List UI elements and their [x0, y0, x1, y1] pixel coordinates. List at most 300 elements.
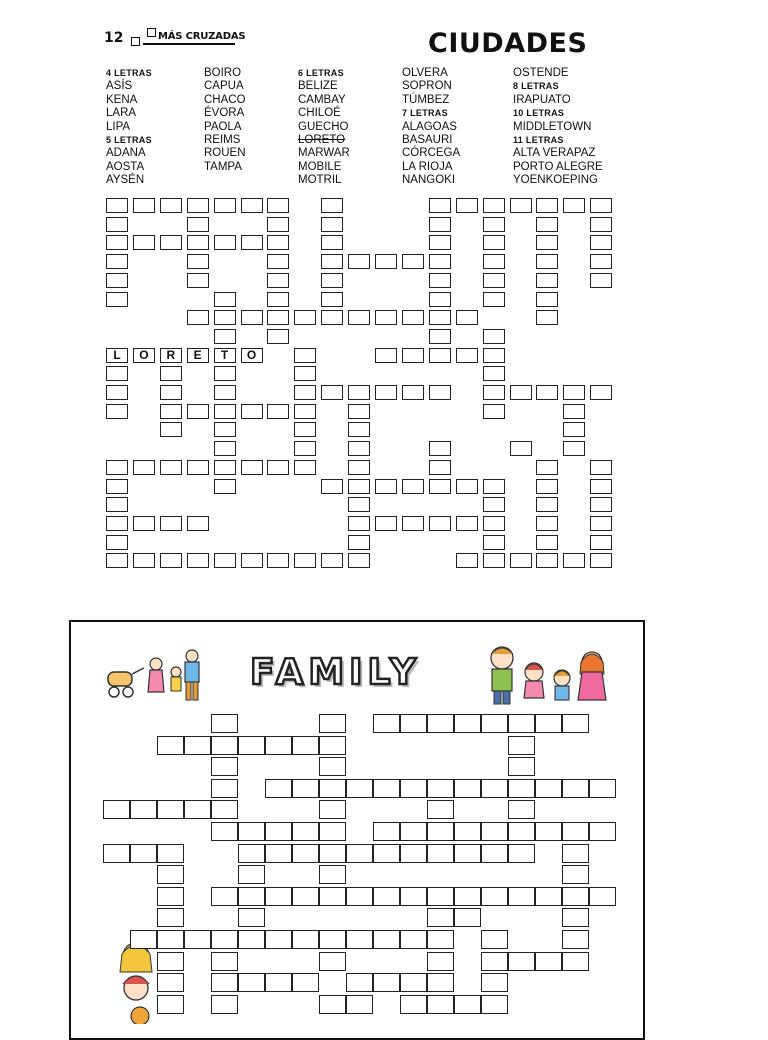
crossword-cell[interactable] [214, 329, 236, 344]
crossword-cell[interactable] [187, 310, 209, 325]
crossword-cell[interactable] [429, 254, 451, 269]
crossword-cell[interactable] [214, 235, 236, 250]
crossword-cell[interactable] [563, 553, 585, 568]
crossword-cell[interactable] [590, 553, 612, 568]
crossword-cell[interactable] [429, 516, 451, 531]
family-crossword-cell[interactable] [454, 887, 481, 906]
family-crossword-cell[interactable] [400, 887, 427, 906]
crossword-cell[interactable] [106, 198, 128, 213]
crossword-cell[interactable] [348, 479, 370, 494]
family-crossword-cell[interactable] [508, 736, 535, 755]
family-crossword-cell[interactable] [211, 973, 238, 992]
family-crossword-cell[interactable] [211, 779, 238, 798]
family-crossword-cell[interactable] [238, 887, 265, 906]
family-crossword-cell[interactable] [211, 822, 238, 841]
family-crossword-cell[interactable] [103, 800, 130, 819]
family-crossword-cell[interactable] [265, 887, 292, 906]
family-crossword-cell[interactable] [481, 779, 508, 798]
crossword-cell[interactable] [483, 404, 505, 419]
crossword-cell[interactable] [348, 385, 370, 400]
crossword-cell[interactable] [483, 366, 505, 381]
family-crossword-cell[interactable] [346, 995, 373, 1014]
family-crossword-cell[interactable] [427, 973, 454, 992]
crossword-cell[interactable] [106, 553, 128, 568]
crossword-cell[interactable] [456, 553, 478, 568]
family-crossword-cell[interactable] [481, 973, 508, 992]
crossword-cell[interactable] [536, 198, 558, 213]
crossword-cell[interactable] [267, 254, 289, 269]
crossword-cell[interactable] [267, 198, 289, 213]
crossword-cell[interactable] [160, 235, 182, 250]
family-crossword-cell[interactable] [184, 736, 211, 755]
family-crossword-cell[interactable] [238, 844, 265, 863]
family-crossword-cell[interactable] [346, 844, 373, 863]
crossword-cell[interactable] [187, 235, 209, 250]
family-crossword-cell[interactable] [157, 865, 184, 884]
family-crossword-cell[interactable] [589, 822, 616, 841]
crossword-cell[interactable] [106, 516, 128, 531]
crossword-cell[interactable] [563, 422, 585, 437]
family-crossword-cell[interactable] [427, 952, 454, 971]
family-crossword-cell[interactable] [373, 887, 400, 906]
crossword-cell[interactable] [536, 235, 558, 250]
crossword-cell[interactable] [510, 553, 532, 568]
crossword-cell[interactable] [106, 535, 128, 550]
family-crossword-cell[interactable] [103, 844, 130, 863]
family-crossword-cell[interactable] [238, 930, 265, 949]
crossword-cell[interactable] [563, 385, 585, 400]
crossword-cell[interactable] [321, 553, 343, 568]
crossword-cell[interactable] [187, 553, 209, 568]
crossword-cell[interactable] [348, 254, 370, 269]
family-crossword-cell[interactable] [508, 779, 535, 798]
crossword-cell[interactable] [429, 460, 451, 475]
family-crossword-cell[interactable] [400, 973, 427, 992]
crossword-cell[interactable] [536, 479, 558, 494]
crossword-cell[interactable] [590, 497, 612, 512]
crossword-cell[interactable] [590, 273, 612, 288]
crossword-cell[interactable] [429, 348, 451, 363]
crossword-cell[interactable] [429, 273, 451, 288]
crossword-cell[interactable] [187, 460, 209, 475]
crossword-cell[interactable] [106, 460, 128, 475]
family-crossword-cell[interactable] [373, 973, 400, 992]
crossword-cell[interactable] [456, 198, 478, 213]
family-crossword-cell[interactable] [319, 822, 346, 841]
crossword-cell[interactable] [483, 254, 505, 269]
crossword-cell[interactable] [106, 404, 128, 419]
crossword-cell[interactable] [429, 385, 451, 400]
family-crossword-cell[interactable] [481, 887, 508, 906]
crossword-cell-filled[interactable]: L [106, 348, 128, 363]
crossword-cell[interactable] [483, 516, 505, 531]
crossword-cell[interactable] [133, 460, 155, 475]
crossword-cell[interactable] [214, 385, 236, 400]
crossword-cell[interactable] [536, 497, 558, 512]
crossword-cell[interactable] [483, 217, 505, 232]
crossword-cell[interactable] [267, 310, 289, 325]
family-crossword-cell[interactable] [157, 930, 184, 949]
family-crossword-cell[interactable] [562, 952, 589, 971]
crossword-cell[interactable] [294, 441, 316, 456]
family-crossword-cell[interactable] [427, 995, 454, 1014]
crossword-cell[interactable] [187, 254, 209, 269]
family-crossword-cell[interactable] [481, 930, 508, 949]
crossword-cell[interactable] [106, 273, 128, 288]
family-crossword-cell[interactable] [319, 800, 346, 819]
family-crossword-cell[interactable] [427, 779, 454, 798]
crossword-cell[interactable] [375, 479, 397, 494]
crossword-cell[interactable] [429, 217, 451, 232]
crossword-cell[interactable] [456, 479, 478, 494]
crossword-cell[interactable] [160, 460, 182, 475]
family-crossword-cell[interactable] [157, 973, 184, 992]
crossword-cell[interactable] [214, 460, 236, 475]
family-crossword-cell[interactable] [292, 930, 319, 949]
crossword-cell[interactable] [483, 329, 505, 344]
family-crossword-cell[interactable] [346, 779, 373, 798]
family-crossword-cell[interactable] [373, 930, 400, 949]
family-crossword-cell[interactable] [265, 973, 292, 992]
crossword-cell[interactable] [402, 348, 424, 363]
family-crossword-cell[interactable] [589, 887, 616, 906]
crossword-cell[interactable] [241, 460, 263, 475]
crossword-cell[interactable] [348, 535, 370, 550]
crossword-cell[interactable] [536, 310, 558, 325]
family-crossword-cell[interactable] [454, 714, 481, 733]
family-crossword-cell[interactable] [157, 952, 184, 971]
crossword-cell[interactable] [510, 441, 532, 456]
crossword-cell[interactable] [402, 479, 424, 494]
crossword-cell[interactable] [402, 254, 424, 269]
family-crossword-cell[interactable] [292, 973, 319, 992]
family-crossword-cell[interactable] [481, 844, 508, 863]
crossword-cell[interactable] [160, 385, 182, 400]
crossword-cell[interactable] [456, 310, 478, 325]
crossword-cell[interactable] [214, 198, 236, 213]
crossword-cell[interactable] [510, 198, 532, 213]
crossword-cell[interactable] [536, 535, 558, 550]
family-crossword-cell[interactable] [481, 822, 508, 841]
crossword-cell[interactable] [483, 235, 505, 250]
family-crossword-cell[interactable] [508, 844, 535, 863]
crossword-cell[interactable] [267, 460, 289, 475]
crossword-cell[interactable] [160, 553, 182, 568]
family-crossword-cell[interactable] [562, 779, 589, 798]
crossword-cell[interactable] [214, 404, 236, 419]
crossword-cell[interactable] [321, 310, 343, 325]
crossword-cell[interactable] [214, 422, 236, 437]
family-crossword-cell[interactable] [346, 887, 373, 906]
crossword-cell[interactable] [187, 516, 209, 531]
crossword-cell[interactable] [133, 553, 155, 568]
family-crossword-cell[interactable] [211, 757, 238, 776]
family-crossword-cell[interactable] [319, 952, 346, 971]
crossword-cell[interactable] [214, 441, 236, 456]
family-crossword-cell[interactable] [400, 714, 427, 733]
family-crossword-cell[interactable] [508, 952, 535, 971]
family-crossword-cell[interactable] [319, 844, 346, 863]
crossword-cell[interactable] [375, 385, 397, 400]
crossword-cell[interactable] [241, 198, 263, 213]
family-crossword-cell[interactable] [427, 800, 454, 819]
crossword-cell[interactable] [267, 553, 289, 568]
crossword-cell[interactable] [563, 404, 585, 419]
family-crossword-cell[interactable] [508, 822, 535, 841]
family-crossword-cell[interactable] [292, 844, 319, 863]
family-crossword-cell[interactable] [427, 908, 454, 927]
family-crossword-cell[interactable] [319, 865, 346, 884]
family-crossword-cell[interactable] [130, 844, 157, 863]
crossword-cell[interactable] [483, 497, 505, 512]
family-crossword-cell[interactable] [157, 800, 184, 819]
crossword-cell[interactable] [456, 348, 478, 363]
crossword-cell[interactable] [187, 404, 209, 419]
family-crossword-cell[interactable] [130, 930, 157, 949]
family-crossword-cell[interactable] [184, 930, 211, 949]
family-crossword-cell[interactable] [184, 800, 211, 819]
family-crossword-cell[interactable] [373, 822, 400, 841]
family-crossword-cell[interactable] [535, 952, 562, 971]
family-crossword-cell[interactable] [400, 995, 427, 1014]
crossword-cell[interactable] [294, 385, 316, 400]
crossword-cell[interactable] [214, 479, 236, 494]
family-crossword-cell[interactable] [157, 908, 184, 927]
family-crossword-cell[interactable] [427, 844, 454, 863]
family-crossword-cell[interactable] [535, 822, 562, 841]
family-crossword-cell[interactable] [400, 822, 427, 841]
crossword-cell[interactable] [483, 273, 505, 288]
crossword-cell[interactable] [348, 460, 370, 475]
family-crossword-cell[interactable] [211, 952, 238, 971]
family-crossword-cell[interactable] [319, 995, 346, 1014]
family-crossword-cell[interactable] [454, 995, 481, 1014]
crossword-cell[interactable] [429, 198, 451, 213]
crossword-cell[interactable] [241, 235, 263, 250]
family-crossword-cell[interactable] [319, 736, 346, 755]
family-crossword-cell[interactable] [427, 887, 454, 906]
crossword-cell[interactable] [590, 535, 612, 550]
family-crossword-cell[interactable] [481, 714, 508, 733]
family-crossword-cell[interactable] [265, 779, 292, 798]
family-crossword-cell[interactable] [535, 779, 562, 798]
family-crossword-cell[interactable] [427, 822, 454, 841]
crossword-cell[interactable] [133, 198, 155, 213]
crossword-cell[interactable] [483, 348, 505, 363]
crossword-cell[interactable] [214, 310, 236, 325]
crossword-cell[interactable] [160, 422, 182, 437]
crossword-cell[interactable] [321, 273, 343, 288]
crossword-cell-filled[interactable]: T [214, 348, 236, 363]
crossword-cell[interactable] [187, 198, 209, 213]
family-crossword-cell[interactable] [400, 930, 427, 949]
crossword-cell[interactable] [267, 329, 289, 344]
family-crossword-cell[interactable] [211, 736, 238, 755]
crossword-cell[interactable] [106, 385, 128, 400]
family-crossword-cell[interactable] [454, 908, 481, 927]
family-crossword-cell[interactable] [238, 973, 265, 992]
family-crossword-cell[interactable] [292, 887, 319, 906]
crossword-cell[interactable] [483, 479, 505, 494]
crossword-cell[interactable] [590, 479, 612, 494]
crossword-cell[interactable] [241, 553, 263, 568]
family-crossword-cell[interactable] [373, 844, 400, 863]
crossword-cell[interactable] [187, 273, 209, 288]
crossword-cell[interactable] [321, 292, 343, 307]
crossword-cell[interactable] [348, 516, 370, 531]
crossword-cell[interactable] [348, 310, 370, 325]
crossword-cell[interactable] [106, 479, 128, 494]
family-crossword-cell[interactable] [238, 908, 265, 927]
family-crossword-cell[interactable] [589, 779, 616, 798]
family-crossword-cell[interactable] [265, 822, 292, 841]
crossword-cell[interactable] [267, 292, 289, 307]
family-crossword-cell[interactable] [562, 887, 589, 906]
crossword-cell-filled[interactable]: R [160, 348, 182, 363]
crossword-cell[interactable] [160, 198, 182, 213]
family-crossword-cell[interactable] [319, 887, 346, 906]
family-crossword-cell[interactable] [346, 973, 373, 992]
crossword-cell[interactable] [294, 404, 316, 419]
family-crossword-cell[interactable] [535, 887, 562, 906]
crossword-cell[interactable] [294, 553, 316, 568]
crossword-cell[interactable] [402, 516, 424, 531]
crossword-cell[interactable] [321, 385, 343, 400]
crossword-cell[interactable] [294, 366, 316, 381]
crossword-cell[interactable] [348, 422, 370, 437]
crossword-cell[interactable] [375, 310, 397, 325]
family-crossword-cell[interactable] [454, 844, 481, 863]
crossword-cell[interactable] [133, 516, 155, 531]
crossword-cell[interactable] [160, 366, 182, 381]
crossword-cell[interactable] [429, 310, 451, 325]
crossword-cell[interactable] [348, 441, 370, 456]
crossword-cell[interactable] [483, 385, 505, 400]
family-crossword-cell[interactable] [535, 714, 562, 733]
crossword-cell[interactable] [106, 497, 128, 512]
crossword-cell[interactable] [456, 516, 478, 531]
family-crossword-cell[interactable] [265, 844, 292, 863]
crossword-cell[interactable] [267, 273, 289, 288]
family-crossword-cell[interactable] [238, 822, 265, 841]
family-crossword-cell[interactable] [562, 844, 589, 863]
crossword-cell[interactable] [402, 385, 424, 400]
crossword-cell[interactable] [214, 553, 236, 568]
family-crossword-cell[interactable] [157, 736, 184, 755]
crossword-cell[interactable] [590, 460, 612, 475]
family-crossword-cell[interactable] [454, 822, 481, 841]
crossword-cell[interactable] [348, 553, 370, 568]
crossword-cell[interactable] [214, 292, 236, 307]
family-crossword-cell[interactable] [157, 844, 184, 863]
crossword-cell[interactable] [536, 460, 558, 475]
crossword-cell[interactable] [510, 385, 532, 400]
crossword-cell[interactable] [106, 292, 128, 307]
crossword-cell[interactable] [106, 366, 128, 381]
crossword-cell[interactable] [536, 292, 558, 307]
crossword-cell[interactable] [483, 553, 505, 568]
family-crossword-cell[interactable] [292, 736, 319, 755]
crossword-cell[interactable] [348, 404, 370, 419]
crossword-cell[interactable] [590, 385, 612, 400]
family-crossword-cell[interactable] [427, 714, 454, 733]
family-crossword-cell[interactable] [400, 779, 427, 798]
crossword-cell[interactable] [429, 292, 451, 307]
crossword-cell[interactable] [429, 479, 451, 494]
family-crossword-cell[interactable] [373, 714, 400, 733]
family-crossword-cell[interactable] [265, 930, 292, 949]
family-crossword-cell[interactable] [562, 865, 589, 884]
crossword-cell[interactable] [375, 348, 397, 363]
crossword-cell[interactable] [536, 385, 558, 400]
family-crossword-cell[interactable] [157, 887, 184, 906]
family-crossword-cell[interactable] [562, 822, 589, 841]
crossword-cell[interactable] [294, 310, 316, 325]
crossword-cell[interactable] [321, 198, 343, 213]
crossword-cell[interactable] [536, 254, 558, 269]
crossword-cell[interactable] [160, 516, 182, 531]
crossword-cell[interactable] [536, 553, 558, 568]
family-crossword-cell[interactable] [562, 908, 589, 927]
crossword-cell[interactable] [348, 497, 370, 512]
family-crossword-cell[interactable] [400, 844, 427, 863]
crossword-cell[interactable] [375, 516, 397, 531]
crossword-cell[interactable] [321, 479, 343, 494]
family-crossword-cell[interactable] [292, 822, 319, 841]
crossword-cell[interactable] [590, 235, 612, 250]
family-crossword-cell[interactable] [211, 995, 238, 1014]
family-crossword-cell[interactable] [319, 779, 346, 798]
family-crossword-cell[interactable] [481, 995, 508, 1014]
crossword-cell[interactable] [563, 198, 585, 213]
crossword-cell[interactable] [106, 217, 128, 232]
crossword-cell-filled[interactable]: E [187, 348, 209, 363]
crossword-cell[interactable] [267, 235, 289, 250]
crossword-cell[interactable] [483, 198, 505, 213]
family-crossword-cell[interactable] [211, 800, 238, 819]
family-crossword-cell[interactable] [319, 930, 346, 949]
crossword-cell[interactable] [187, 217, 209, 232]
crossword-cell[interactable] [429, 441, 451, 456]
crossword-cell[interactable] [402, 310, 424, 325]
family-crossword-cell[interactable] [292, 779, 319, 798]
family-crossword-cell[interactable] [157, 995, 184, 1014]
crossword-cell[interactable] [241, 404, 263, 419]
crossword-cell[interactable] [536, 273, 558, 288]
family-crossword-cell[interactable] [211, 930, 238, 949]
crossword-cell[interactable] [321, 217, 343, 232]
crossword-cell[interactable] [590, 217, 612, 232]
crossword-cell[interactable] [590, 198, 612, 213]
crossword-cell[interactable] [160, 404, 182, 419]
crossword-cell[interactable] [321, 235, 343, 250]
crossword-cell[interactable] [294, 422, 316, 437]
family-crossword-cell[interactable] [211, 887, 238, 906]
family-crossword-cell[interactable] [211, 714, 238, 733]
crossword-cell[interactable] [483, 535, 505, 550]
family-crossword-cell[interactable] [130, 800, 157, 819]
family-crossword-cell[interactable] [508, 800, 535, 819]
crossword-cell[interactable] [536, 217, 558, 232]
crossword-cell[interactable] [321, 254, 343, 269]
crossword-cell[interactable] [133, 235, 155, 250]
crossword-cell[interactable] [267, 404, 289, 419]
family-crossword-cell[interactable] [508, 887, 535, 906]
family-crossword-cell[interactable] [319, 757, 346, 776]
crossword-cell[interactable] [106, 235, 128, 250]
family-crossword-cell[interactable] [427, 930, 454, 949]
crossword-cell[interactable] [590, 254, 612, 269]
